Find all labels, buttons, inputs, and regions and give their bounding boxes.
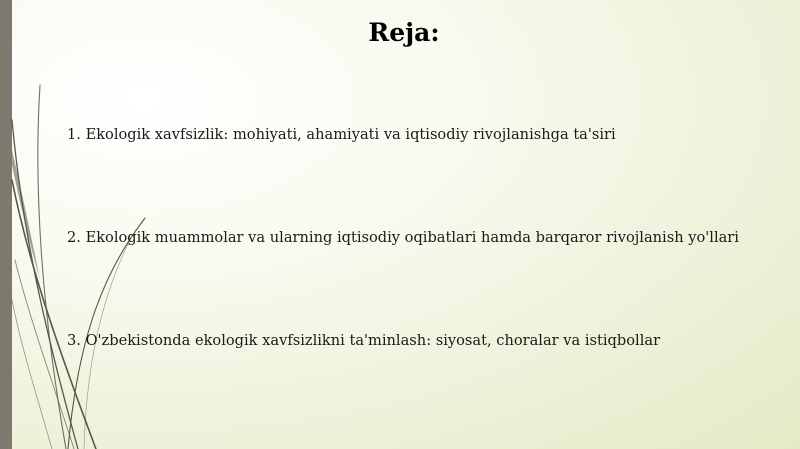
decorative-wisp-lines: [0, 0, 200, 449]
slide-title: Reja:: [368, 18, 440, 47]
agenda-item-1: 1. Ekologik xavfsizlik: mohiyati, ahamiyati va iqtisodiy rivojlanishga ta'siri: [67, 126, 616, 143]
agenda-item-2: 2. Ekologik muammolar va ularning iqtisodiy oqibatlari hamda barqaror rivojlanish yo'llari: [67, 229, 739, 246]
agenda-item-3: 3. O'zbekistonda ekologik xavfsizlikni ta'minlash: siyosat, choralar va istiqbollar: [67, 332, 661, 349]
